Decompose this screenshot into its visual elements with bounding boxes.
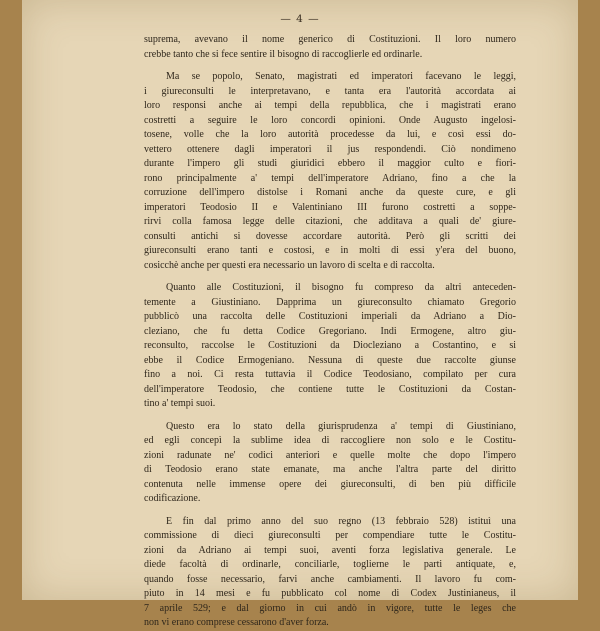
text-line: imperatori Teodosio II e Valentiniano III furono costretti a soppe- — [144, 201, 516, 213]
text-line: temente a Giustiniano. Dapprima un giureconsulto chiamato Gregorio — [144, 296, 516, 308]
text-line: tino a' tempi suoi. — [144, 398, 216, 409]
text-line: vettero ottenere dagli imperatori il jus respondendi. Ciò nondimeno — [144, 143, 516, 155]
text-line: ed egli concepì la sublime idea di raccogliere non solo e le Costitu- — [144, 435, 516, 446]
text-line: cosicchè anche per questi era necessario un lavoro di scelta e di raccolta. — [144, 259, 435, 271]
text-line: rirvi colla famosa legge delle citazioni, che additava a quali de' giure- — [144, 216, 516, 227]
text-line: fino a noi. Ci resta tuttavia il Codice Teodosiano, compilato per cura — [144, 369, 516, 380]
text-line: cleziano, che fu detta Codice Gregoriano. Indi Ermogene, altro giu- — [144, 325, 516, 337]
page-number: — 4 — — [280, 13, 320, 25]
text-line: durante l'impero gli studi giuridici ebbero il maggior culto e fiori- — [144, 158, 516, 169]
text-line: pubblicò una raccolta delle Costituzioni imperiali da Adriano a Dio- — [144, 311, 516, 322]
text-line: Quanto alle Costituzioni, il bisogno fu compreso da altri anteceden- — [166, 282, 516, 293]
paragraph-4 — [144, 420, 516, 507]
text-line: Ma se popolo, Senato, magistrati ed imperatori facevano le leggi, — [166, 71, 516, 82]
text-line: ebbe il Codice Ermogeniano. Nessuna di queste due raccolte giunse — [144, 354, 516, 366]
text-line: i giureconsulti le interpretavano, e tanta era l'autorità accordata ai — [144, 85, 516, 97]
text-line: costretti a seguire le loro concordi opinioni. Onde Augusto ingelosi- — [144, 114, 516, 126]
text-line: E fin dal primo anno del suo regno (13 febbraio 528) istituì una — [166, 515, 516, 527]
text-line: quando fosse necessario, farvi anche cambiamenti. Il lavoro fu com- — [144, 573, 516, 585]
text-line: loro responsi anche ai tempi della repubblica, che i magistrati erano — [144, 100, 516, 111]
text-line: zioni da Adriano ai tempi suoi, aventi forza legislativa generale. Le — [144, 544, 516, 556]
text-line: tosene, volle che la loro autorità procedesse da lui, e così essi do- — [144, 129, 516, 140]
text-line: contenuta nelle immense opere dei giureconsulti, di ben più difficile — [144, 478, 516, 490]
text-line: di Teodosio erano state emanate, ma anche l'altra parte del diritto — [144, 464, 516, 475]
text-line: rono principalmente a' tempi dell'imperatore Adriano, fino a che la — [144, 172, 516, 184]
text-line: 7 aprile 529; e dal giorno in cui andò in vigore, tutte le leges che — [144, 602, 516, 614]
paragraph-2 — [144, 70, 516, 273]
paragraph-1 — [144, 33, 516, 62]
text-line: Questo era lo stato della giurisprudenza a' tempi di Giustiniano, — [166, 420, 516, 432]
paragraph-3 — [144, 281, 516, 412]
text-line: dell'imperatore Teodosio, che contiene tutte le Costituzioni da Costan- — [144, 383, 516, 395]
text-line: crebbe tanto che si fece sentire il bisogno di raccoglierle ed ordinarle. — [144, 48, 423, 60]
text-line: giureconsulti erano tanti e costosi, e in molti di essi y'era del buono, — [144, 245, 516, 256]
body-text — [144, 33, 516, 631]
text-line: piuto in 14 mesi e fu pubblicato col nome di Codex Justinianeus, il — [144, 588, 516, 599]
text-line: zioni radunate ne' codici anteriori e quelle molte che dopo l'impero — [144, 449, 516, 461]
text-line: commissione di dieci giureconsulti per compendiare tutte le Costitu- — [144, 530, 516, 541]
book-page — [22, 0, 578, 628]
text-line: codificazione. — [144, 493, 201, 504]
text-line: suprema, avevano il nome generico di Costituzioni. Il loro numero — [144, 34, 516, 45]
text-line: non vi erano comprese cessarono d'aver forza. — [144, 617, 329, 628]
paragraph-5 — [144, 515, 516, 631]
text-line: reconsulto, raccolse le Costituzioni da Diocleziano a Costantino, e si — [144, 340, 516, 351]
text-line: diede facoltà di ordinarle, conciliarle, toglierne le parti antiquate, e, — [144, 559, 516, 570]
text-line: consulti antichi si dovesse accordare autorità. Però gli scritti dei — [144, 230, 516, 242]
text-line: corruzione dell'impero distolse i Romani anche da queste cure, e gli — [144, 187, 516, 198]
